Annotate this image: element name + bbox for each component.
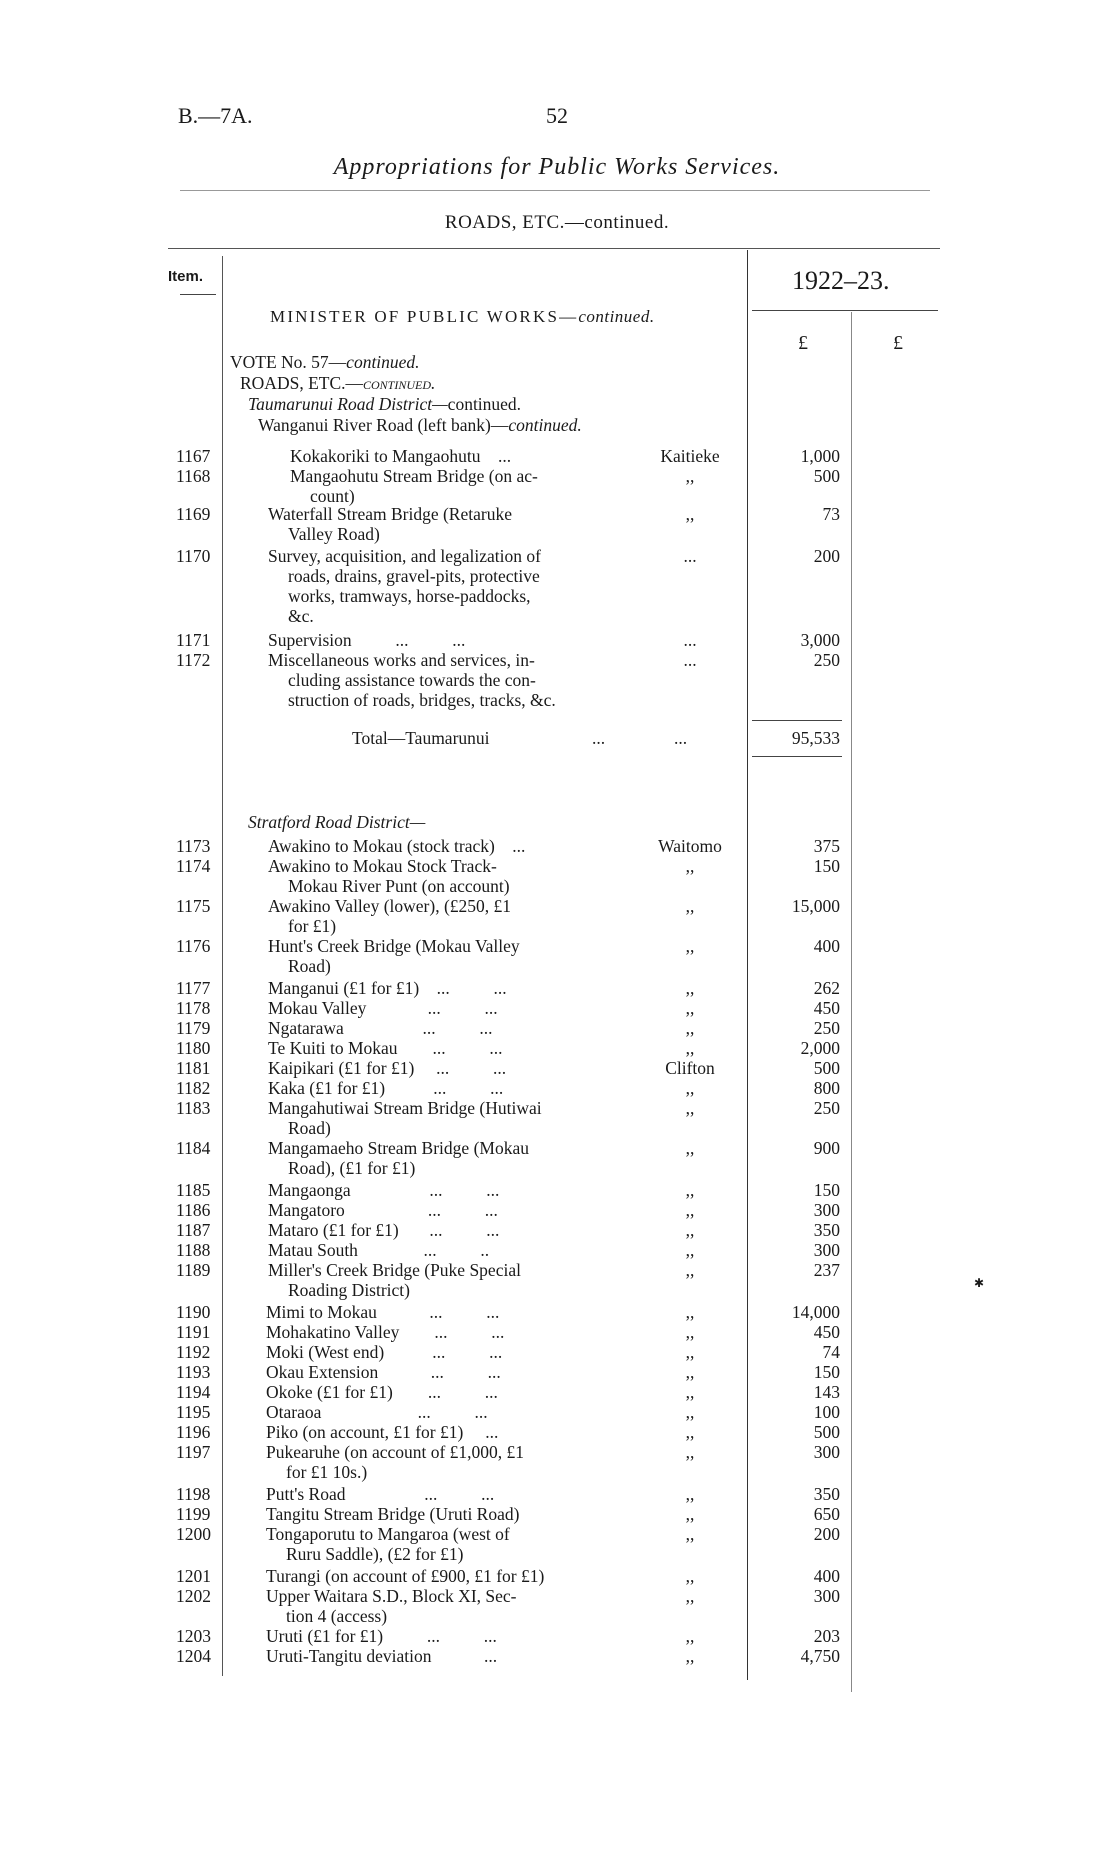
table-row <box>0 1342 1114 1362</box>
minister-heading-text: MINISTER OF PUBLIC WORKS— <box>270 307 579 326</box>
table-row <box>0 1078 1114 1098</box>
total-bottom-rule <box>752 756 842 757</box>
item-description: Mohakatino Valley ... ... <box>266 1322 505 1342</box>
item-number: 1194 <box>176 1382 211 1402</box>
electoral-district: ,, <box>685 978 695 998</box>
electoral-district: ,, <box>685 1342 695 1362</box>
amount: 300 <box>813 1586 840 1606</box>
pound-sign-header-total: £ <box>893 332 903 354</box>
amount: 250 <box>813 1018 840 1038</box>
amount: 100 <box>813 1402 840 1422</box>
item-description: Survey, acquisition, and legalization of <box>268 546 541 566</box>
item-description: Uruti-Tangitu deviation ... <box>266 1646 498 1666</box>
amount: 450 <box>813 1322 840 1342</box>
table-row <box>0 896 1114 936</box>
item-description-continued: Road), (£1 for £1) <box>288 1158 416 1178</box>
amount: 350 <box>813 1484 840 1504</box>
item-description: Awakino to Mokau Stock Track- <box>268 856 497 876</box>
wanganui-subheading-text: Wanganui River Road (left bank)— <box>258 415 509 435</box>
table-row <box>0 1018 1114 1038</box>
table-row <box>0 630 1114 650</box>
amount: 250 <box>813 650 840 670</box>
amount: 73 <box>822 504 840 524</box>
electoral-district: ,, <box>685 1098 695 1118</box>
roads-heading-text: ROADS, ETC.— <box>240 373 363 393</box>
item-number: 1171 <box>176 630 211 650</box>
amount: 2,000 <box>800 1038 840 1058</box>
table-top-rule <box>168 248 940 249</box>
item-description: Manganui (£1 for £1) ... ... <box>268 978 507 998</box>
table-row <box>0 446 1114 466</box>
electoral-district: ,, <box>685 1138 695 1158</box>
item-description: Okau Extension ... ... <box>266 1362 501 1382</box>
item-description: Awakino Valley (lower), (£250, £1 <box>268 896 512 916</box>
item-number: 1189 <box>176 1260 211 1280</box>
amount: 262 <box>813 978 840 998</box>
total-amount: 95,533 <box>791 728 840 748</box>
electoral-district: ,, <box>685 936 695 956</box>
item-description: Matau South ... .. <box>268 1240 490 1260</box>
minister-heading <box>270 307 655 327</box>
item-description: Mangamaeho Stream Bridge (Mokau <box>268 1138 529 1158</box>
amount: 300 <box>813 1240 840 1260</box>
document-reference: B.—7A. <box>178 103 253 128</box>
amount: 500 <box>813 1422 840 1442</box>
table-row <box>0 1058 1114 1078</box>
amount: 800 <box>813 1078 840 1098</box>
table-row <box>0 1180 1114 1200</box>
table-row <box>0 1402 1114 1422</box>
electoral-district: ,, <box>685 1180 695 1200</box>
table-row <box>0 836 1114 856</box>
year-column-header: 1922–23. <box>792 266 890 295</box>
item-description-continued: roads, drains, gravel-pits, protective <box>288 566 540 586</box>
item-description: Supervision ... ... <box>268 630 466 650</box>
electoral-district: ... <box>683 546 697 566</box>
item-description-continued: tion 4 (access) <box>286 1606 388 1626</box>
amount: 150 <box>813 856 840 876</box>
item-description-continued: works, tramways, horse-paddocks, <box>288 586 531 606</box>
page-number: 52 <box>546 103 568 128</box>
electoral-district: ,, <box>685 1402 695 1422</box>
electoral-district: ... <box>683 650 697 670</box>
electoral-district: ,, <box>685 1240 695 1260</box>
table-row <box>0 1484 1114 1504</box>
amount: 143 <box>813 1382 840 1402</box>
table-row <box>0 1504 1114 1524</box>
district-heading-taumarunui-text: Taumarunui Road District— <box>248 394 448 414</box>
amount: 350 <box>813 1220 840 1240</box>
item-description-continued: for £1 10s.) <box>286 1462 368 1482</box>
item-number: 1188 <box>176 1240 211 1260</box>
item-description: Otaraoa ... ... <box>266 1402 488 1422</box>
item-header-rule <box>180 294 216 295</box>
electoral-district: ,, <box>685 1504 695 1524</box>
item-description: Mangatoro ... ... <box>268 1200 498 1220</box>
roads-heading-continued: continued. <box>363 373 436 393</box>
table-row <box>0 1442 1114 1482</box>
item-number: 1191 <box>176 1322 211 1342</box>
amount: 203 <box>813 1626 840 1646</box>
electoral-district: ,, <box>685 1078 695 1098</box>
item-description: Kokakoriki to Mangaohutu ... <box>290 446 512 466</box>
amount: 300 <box>813 1442 840 1462</box>
item-description-continued: Ruru Saddle), (£2 for £1) <box>286 1544 464 1564</box>
amount: 250 <box>813 1098 840 1118</box>
minister-heading-continued: continued. <box>578 307 655 326</box>
table-row <box>0 936 1114 976</box>
item-number: 1178 <box>176 998 211 1018</box>
item-number: 1179 <box>176 1018 211 1038</box>
item-description: Miller's Creek Bridge (Puke Special <box>268 1260 521 1280</box>
table-row <box>0 466 1114 506</box>
table-row <box>0 1240 1114 1260</box>
amount: 650 <box>813 1504 840 1524</box>
electoral-district: ,, <box>685 1038 695 1058</box>
item-number: 1196 <box>176 1422 211 1442</box>
table-row <box>0 1200 1114 1220</box>
item-number: 1173 <box>176 836 211 856</box>
item-description: Okoke (£1 for £1) ... ... <box>266 1382 498 1402</box>
section-heading: ROADS, ETC.—continued. <box>444 212 670 233</box>
table-row <box>0 1586 1114 1626</box>
item-description: Mataro (£1 for £1) ... ... <box>268 1220 500 1240</box>
vote-heading-continued: continued. <box>346 352 420 372</box>
item-description-continued: count) <box>310 486 355 506</box>
table-row <box>0 650 1114 710</box>
item-number: 1182 <box>176 1078 211 1098</box>
item-number: 1175 <box>176 896 211 916</box>
item-number: 1193 <box>176 1362 211 1382</box>
item-description: Hunt's Creek Bridge (Mokau Valley <box>268 936 520 956</box>
item-description: Te Kuiti to Mokau ... ... <box>268 1038 503 1058</box>
item-number: 1190 <box>176 1302 211 1322</box>
electoral-district: ... <box>683 630 697 650</box>
table-row <box>0 1566 1114 1586</box>
item-description: Kaipikari (£1 for £1) ... ... <box>268 1058 507 1078</box>
electoral-district: ,, <box>685 1586 695 1606</box>
item-description-continued: &c. <box>288 606 314 626</box>
electoral-district: ,, <box>685 1566 695 1586</box>
item-number: 1176 <box>176 936 211 956</box>
item-description: Uruti (£1 for £1) ... ... <box>266 1626 497 1646</box>
table-row <box>0 856 1114 896</box>
amount: 237 <box>813 1260 840 1280</box>
item-description: Tangitu Stream Bridge (Uruti Road) <box>266 1504 520 1524</box>
electoral-district: ,, <box>685 1018 695 1038</box>
total-top-rule <box>752 720 842 721</box>
item-number: 1201 <box>176 1566 211 1586</box>
item-description: Mangaonga ... ... <box>268 1180 500 1200</box>
total-label: Total—Taumarunui <box>352 728 490 748</box>
item-description: Piko (on account, £1 for £1) ... <box>266 1422 499 1442</box>
item-description: Turangi (on account of £900, £1 for £1) <box>266 1566 545 1586</box>
item-number: 1202 <box>176 1586 211 1606</box>
item-number: 1184 <box>176 1138 211 1158</box>
amount: 500 <box>813 466 840 486</box>
item-number: 1169 <box>176 504 211 524</box>
margin-mark: ✱ <box>974 1276 985 1290</box>
electoral-district: ,, <box>685 1524 695 1544</box>
pound-sign-header: £ <box>798 332 808 354</box>
electoral-district: Waitomo <box>658 836 722 856</box>
item-column-header: Item. <box>168 268 204 285</box>
item-number: 1174 <box>176 856 211 876</box>
electoral-district: ,, <box>685 1484 695 1504</box>
item-description: Mimi to Mokau ... ... <box>266 1302 500 1322</box>
vote-heading <box>230 352 420 373</box>
electoral-district: Clifton <box>665 1058 715 1078</box>
electoral-district: ,, <box>685 1626 695 1646</box>
item-description-continued: Road) <box>288 956 331 976</box>
electoral-district: ,, <box>685 1422 695 1442</box>
amount: 200 <box>813 546 840 566</box>
amount: 900 <box>813 1138 840 1158</box>
table-row <box>0 998 1114 1018</box>
item-description: Ngatarawa ... ... <box>268 1018 493 1038</box>
item-description: Pukearuhe (on account of £1,000, £1 <box>266 1442 525 1462</box>
item-description: Kaka (£1 for £1) ... ... <box>268 1078 504 1098</box>
year-header-rule <box>752 310 938 311</box>
electoral-district: ,, <box>685 466 695 486</box>
item-number: 1203 <box>176 1626 211 1646</box>
amount: 4,750 <box>800 1646 840 1666</box>
item-number: 1187 <box>176 1220 211 1240</box>
amount: 15,000 <box>791 896 840 916</box>
amount: 14,000 <box>791 1302 840 1322</box>
item-description-continued: struction of roads, bridges, tracks, &c. <box>288 690 556 710</box>
electoral-district: ,, <box>685 1200 695 1220</box>
amount: 150 <box>813 1180 840 1200</box>
electoral-district: ,, <box>685 856 695 876</box>
item-description-continued: for £1) <box>288 916 337 936</box>
electoral-district: ,, <box>685 504 695 524</box>
item-description: Awakino to Mokau (stock track) ... <box>268 836 526 856</box>
item-number: 1180 <box>176 1038 211 1058</box>
table-row <box>0 1098 1114 1138</box>
item-number: 1185 <box>176 1180 211 1200</box>
item-number: 1183 <box>176 1098 211 1118</box>
amount: 3,000 <box>800 630 840 650</box>
item-description-continued: cluding assistance towards the con- <box>288 670 536 690</box>
item-number: 1195 <box>176 1402 211 1422</box>
vote-heading-text: VOTE No. 57— <box>230 352 347 372</box>
amount: 150 <box>813 1362 840 1382</box>
wanganui-subheading <box>258 415 582 436</box>
electoral-district: ,, <box>685 1322 695 1342</box>
district-heading-stratford-text: Stratford Road District— <box>248 812 426 832</box>
electoral-district: ,, <box>685 1302 695 1322</box>
electoral-district: ,, <box>685 896 695 916</box>
item-number: 1204 <box>176 1646 211 1666</box>
item-description: Upper Waitara S.D., Block XI, Sec- <box>266 1586 517 1606</box>
item-number: 1177 <box>176 978 211 998</box>
item-description: Tongaporutu to Mangaroa (west of <box>266 1524 510 1544</box>
amount: 74 <box>822 1342 840 1362</box>
table-row <box>0 1362 1114 1382</box>
electoral-district: ,, <box>685 1646 695 1666</box>
table-row <box>0 546 1114 626</box>
table-row <box>0 978 1114 998</box>
wanganui-subheading-continued: continued. <box>508 415 582 435</box>
electoral-district: ,, <box>685 1362 695 1382</box>
item-description: Waterfall Stream Bridge (Retaruke <box>268 504 512 524</box>
amount: 400 <box>813 1566 840 1586</box>
amount: 400 <box>813 936 840 956</box>
amount: 500 <box>813 1058 840 1078</box>
electoral-district: ,, <box>685 1442 695 1462</box>
district-heading-taumarunui-continued: continued. <box>447 394 522 414</box>
item-description: Mangahutiwai Stream Bridge (Hutiwai <box>268 1098 542 1118</box>
item-description-continued: Roading District) <box>288 1280 410 1300</box>
electoral-district: ,, <box>685 998 695 1018</box>
amount: 375 <box>813 836 840 856</box>
district-heading-taumarunui <box>248 394 521 415</box>
table-row <box>0 1382 1114 1402</box>
item-number: 1167 <box>176 446 211 466</box>
item-number: 1170 <box>176 546 211 566</box>
electoral-district: Kaitieke <box>660 446 720 466</box>
amount: 300 <box>813 1200 840 1220</box>
table-row <box>0 1422 1114 1442</box>
item-number: 1172 <box>176 650 211 670</box>
item-description: Mangaohutu Stream Bridge (on ac- <box>290 466 538 486</box>
item-description: Moki (West end) ... ... <box>266 1342 503 1362</box>
electoral-district: ,, <box>685 1220 695 1240</box>
item-number: 1168 <box>176 466 211 486</box>
table-row <box>0 1302 1114 1322</box>
item-description: Mokau Valley ... ... <box>268 998 498 1018</box>
item-description-continued: Mokau River Punt (on account) <box>288 876 510 896</box>
table-row <box>0 1038 1114 1058</box>
item-number: 1181 <box>176 1058 211 1078</box>
table-row <box>0 1322 1114 1342</box>
amount: 1,000 <box>800 446 840 466</box>
table-row <box>0 504 1114 544</box>
total-dots-1: ... <box>592 728 606 748</box>
total-dots-2: ... <box>674 728 688 748</box>
amount: 450 <box>813 998 840 1018</box>
title-rule <box>180 190 930 191</box>
item-number: 1197 <box>176 1442 211 1462</box>
item-description-continued: Valley Road) <box>288 524 380 544</box>
item-number: 1199 <box>176 1504 211 1524</box>
item-number: 1200 <box>176 1524 211 1544</box>
table-row <box>0 1626 1114 1646</box>
amount: 200 <box>813 1524 840 1544</box>
item-number: 1198 <box>176 1484 211 1504</box>
roads-heading <box>240 373 435 394</box>
item-number: 1186 <box>176 1200 211 1220</box>
district-heading-stratford <box>248 812 425 833</box>
item-description: Miscellaneous works and services, in- <box>268 650 535 670</box>
item-description: Putt's Road ... ... <box>266 1484 495 1504</box>
table-row <box>0 1524 1114 1564</box>
item-description-continued: Road) <box>288 1118 331 1138</box>
table-row <box>0 1260 1114 1300</box>
table-row <box>0 1220 1114 1240</box>
page-title: Appropriations for Public Works Services. <box>333 154 781 180</box>
electoral-district: ,, <box>685 1382 695 1402</box>
table-row <box>0 1646 1114 1666</box>
item-number: 1192 <box>176 1342 211 1362</box>
electoral-district: ,, <box>685 1260 695 1280</box>
table-row <box>0 1138 1114 1178</box>
